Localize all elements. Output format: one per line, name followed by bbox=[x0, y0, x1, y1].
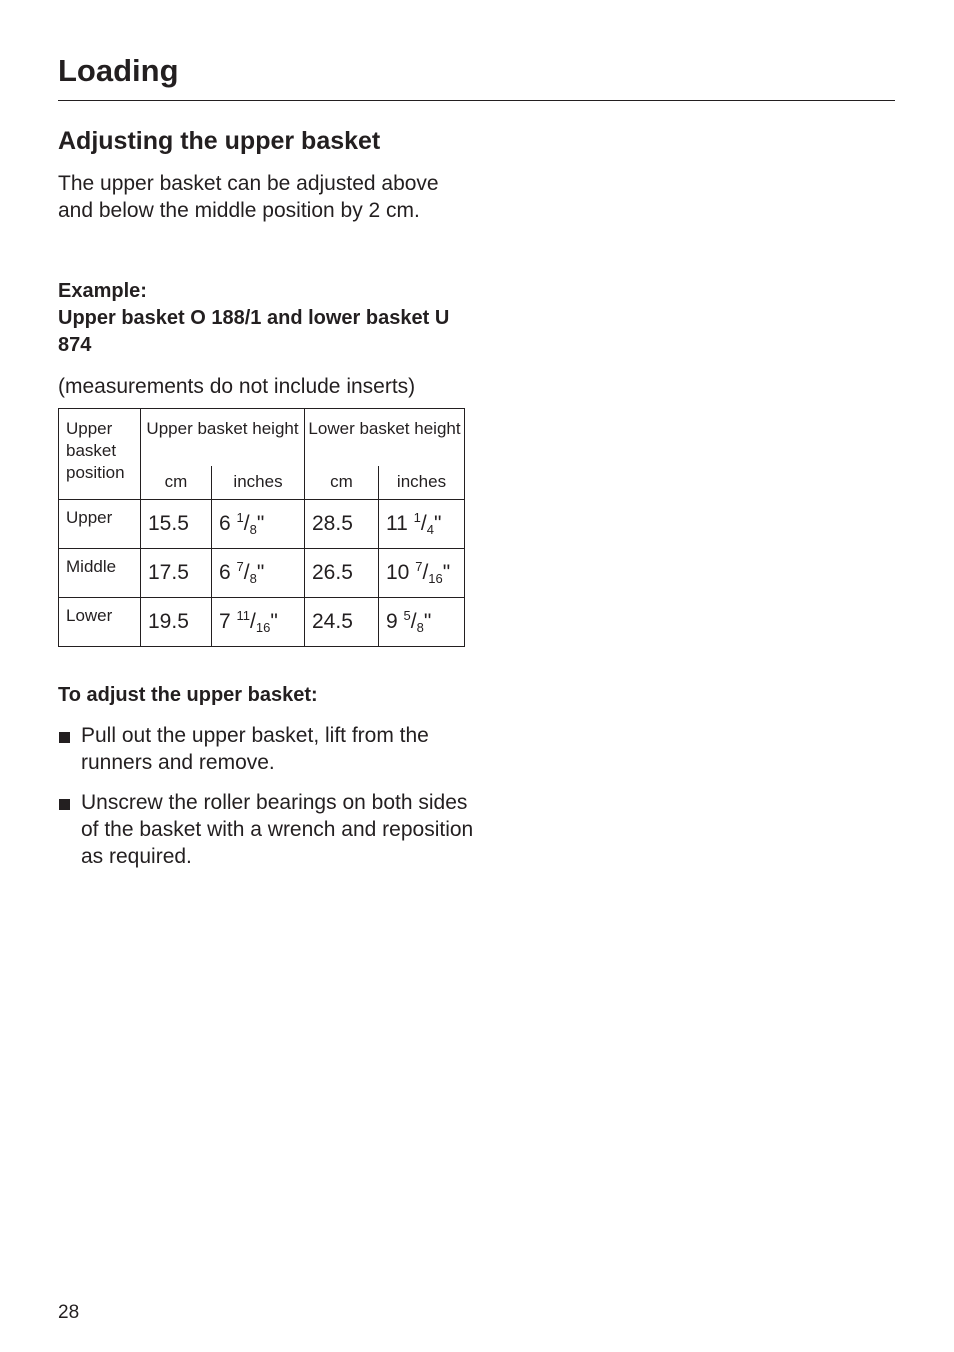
step-text: Unscrew the roller bearings on both sides of the basket with a wrench and reposition as required. bbox=[81, 791, 474, 868]
square-bullet-icon bbox=[59, 732, 70, 743]
upper-cm-value: 15.5 bbox=[141, 500, 212, 549]
list-item bbox=[58, 789, 478, 870]
instructions-heading: To adjust the upper basket: bbox=[58, 684, 318, 706]
lower-inches-value: 10 $^7/_{16}$" bbox=[379, 549, 465, 598]
list-item bbox=[58, 722, 478, 776]
unit-header-inches: inches bbox=[212, 466, 305, 500]
intro-paragraph: The upper basket can be adjusted above and below the middle position by 2 cm. bbox=[58, 172, 439, 222]
lower-cm-value: 26.5 bbox=[305, 549, 379, 598]
example-block bbox=[58, 278, 478, 359]
unit-header-inches: inches bbox=[379, 466, 465, 500]
upper-cm-value: 19.5 bbox=[141, 598, 212, 647]
page-number: 28 bbox=[58, 1302, 80, 1323]
row-position-label: Middle bbox=[59, 549, 141, 598]
table-row bbox=[59, 598, 465, 647]
position-column-header: Upper basket position bbox=[59, 409, 141, 500]
upper-basket-height-header: Upper basket height bbox=[141, 409, 305, 466]
header-divider bbox=[58, 100, 895, 101]
lower-basket-height-header: Lower basket height bbox=[305, 409, 465, 466]
upper-cm-value: 17.5 bbox=[141, 549, 212, 598]
example-label: Example: bbox=[58, 280, 147, 302]
lower-cm-value: 28.5 bbox=[305, 500, 379, 549]
example-model: Upper basket O 188/1 and lower basket U 874 bbox=[58, 307, 450, 356]
instruction-list bbox=[58, 722, 478, 883]
upper-inches-value: 7 $^{11}/_{16}$" bbox=[212, 598, 305, 647]
square-bullet-icon bbox=[59, 799, 70, 810]
subsection-heading: Adjusting the upper basket bbox=[58, 127, 381, 155]
unit-header-cm: cm bbox=[305, 466, 379, 500]
measurement-note: (measurements do not include inserts) bbox=[58, 375, 416, 398]
table-row bbox=[59, 549, 465, 598]
row-position-label: Upper bbox=[59, 500, 141, 549]
unit-header-cm: cm bbox=[141, 466, 212, 500]
step-text: Pull out the upper basket, lift from the runners and remove. bbox=[81, 724, 429, 774]
lower-inches-value: 9 $^5/_8$" bbox=[379, 598, 465, 647]
row-position-label: Lower bbox=[59, 598, 141, 647]
lower-cm-value: 24.5 bbox=[305, 598, 379, 647]
lower-inches-value: 11 $^1/_4$" bbox=[379, 500, 465, 549]
section-title: Loading bbox=[58, 53, 179, 88]
basket-height-table bbox=[58, 408, 465, 647]
upper-inches-value: 6 $^7/_8$" bbox=[212, 549, 305, 598]
table-row bbox=[59, 500, 465, 549]
upper-inches-value: 6 $^1/_8$" bbox=[212, 500, 305, 549]
